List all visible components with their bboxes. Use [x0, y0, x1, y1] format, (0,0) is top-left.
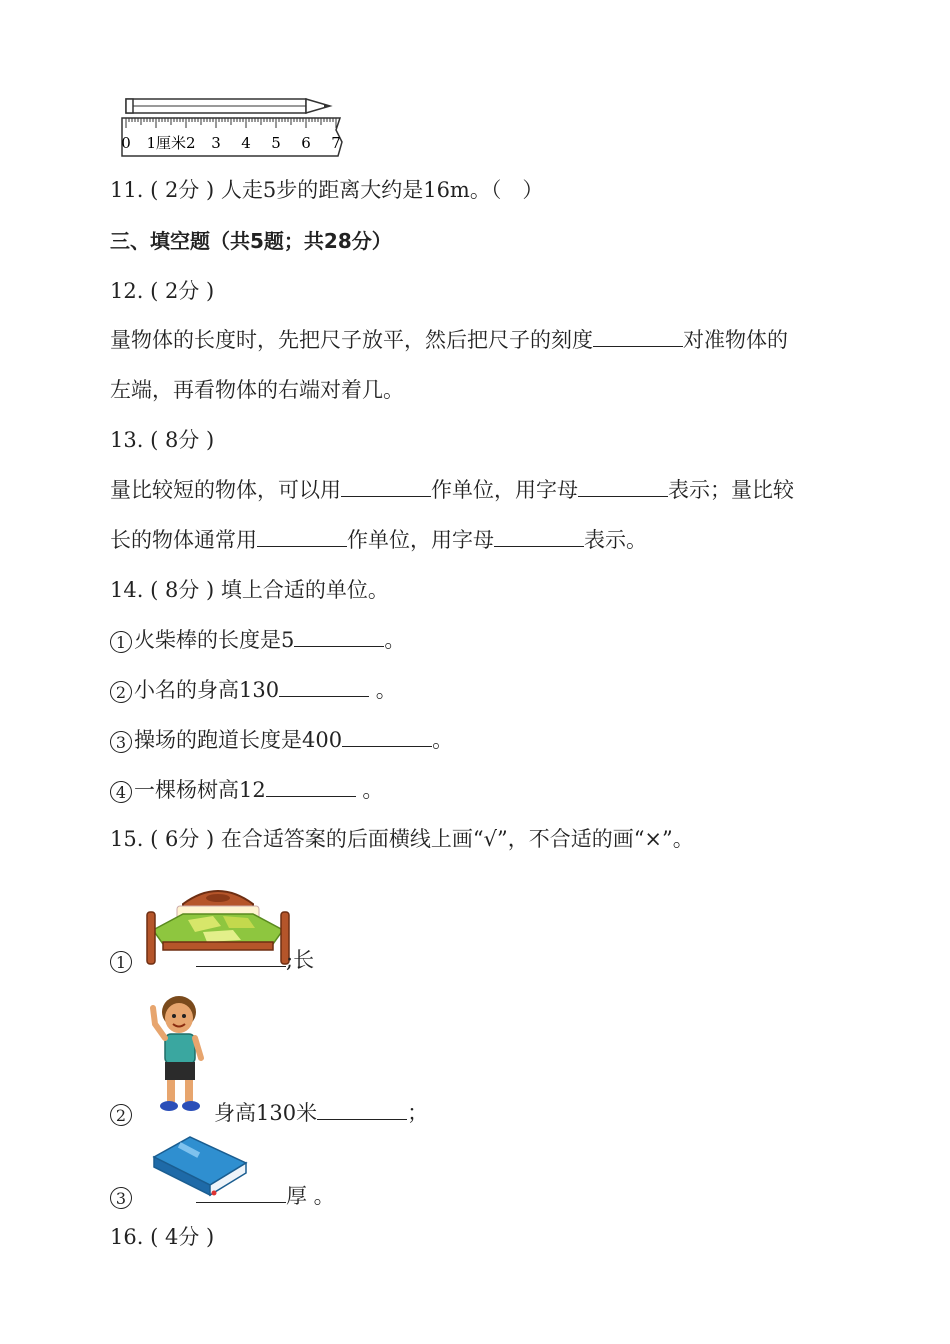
ruler-label: 6 [301, 134, 311, 152]
q14-header: 14. ( 8分 ) 填上合适的单位。 [110, 578, 389, 602]
q14-item-text: 操场的跑道长度是400 [134, 728, 343, 752]
q13-text-c: 表示；量比较 [668, 478, 794, 502]
q14-blank-1[interactable] [294, 626, 384, 647]
ruler-label: 7 [331, 134, 341, 152]
q12-line1 [110, 326, 788, 354]
q14-item-text: 小名的身高130 [134, 678, 280, 702]
q14-item-end: 。 [432, 728, 454, 752]
q14-item-text: 一棵杨树高12 [134, 778, 266, 802]
q12-text-a: 量物体的长度时，先把尺子放平，然后把尺子的刻度 [110, 328, 593, 352]
q13-text-a: 量比较短的物体，可以用 [110, 478, 341, 502]
q15-item-before: 身高130米 [214, 1101, 318, 1125]
circled-number: 3 [110, 1187, 132, 1209]
q13-text-d: 长的物体通常用 [110, 528, 257, 552]
ruler-label: 3 [211, 134, 221, 152]
q12-line2: 左端，再看物体的右端对着几。 [110, 378, 404, 402]
q16-header: 16. ( 4分 ) [110, 1225, 215, 1249]
q13-blank-4[interactable] [494, 526, 584, 547]
q14-blank-3[interactable] [342, 726, 432, 747]
q15-item-3 [110, 1182, 335, 1210]
circled-number: 2 [110, 1104, 132, 1126]
q15-item-1 [110, 946, 314, 974]
circled-number: 2 [110, 681, 132, 703]
q14-item-end: 。 [369, 678, 397, 702]
q14-item-end: 。 [355, 778, 384, 802]
q15-item-after: ;长 [286, 948, 315, 972]
q13-blank-3[interactable] [257, 526, 347, 547]
circled-number: 3 [110, 731, 132, 753]
q13-text-b: 作单位，用字母 [431, 478, 578, 502]
q12-header: 12. ( 2分 ) [110, 279, 215, 303]
ruler-label: 4 [241, 134, 251, 152]
ruler-label: 1厘米2 [146, 134, 196, 152]
section-title: 三、填空题（共5题；共28分） [110, 229, 392, 253]
q14-item-text: 火柴棒的长度是5 [134, 628, 295, 652]
q15-blank-1[interactable] [196, 946, 286, 967]
q15-item-after: ； [407, 1101, 429, 1125]
circled-number: 1 [110, 951, 132, 973]
q15-blank-2[interactable] [317, 1099, 407, 1120]
q12-blank[interactable] [593, 326, 683, 347]
q15-header: 15. ( 6分 ) 在合适答案的后面横线上画“√”，不合适的画“×”。 [110, 827, 694, 851]
q14-blank-2[interactable] [279, 676, 369, 697]
pencil-image [126, 99, 330, 113]
circled-number: 4 [110, 781, 132, 803]
ruler-label: 0 [121, 134, 131, 152]
q14-item [110, 676, 397, 704]
q12-text-b: 对准物体的 [683, 328, 788, 352]
q14-item [110, 776, 383, 804]
q13-text-e: 作单位，用字母 [347, 528, 494, 552]
q11-text: 11. ( 2分 ) 人走5步的距离大约是16m。（ ） [110, 178, 544, 202]
ruler-pencil-figure [118, 94, 358, 164]
q14-item [110, 626, 405, 654]
q13-header: 13. ( 8分 ) [110, 428, 215, 452]
q13-line1 [110, 476, 794, 504]
q15-blank-3[interactable] [196, 1182, 286, 1203]
q13-blank-2[interactable] [578, 476, 668, 497]
q14-blank-4[interactable] [266, 776, 356, 797]
circled-number: 1 [110, 631, 132, 653]
q14-item [110, 726, 453, 754]
q13-line2 [110, 526, 647, 554]
q15-item-2 [110, 1099, 428, 1127]
q13-blank-1[interactable] [341, 476, 431, 497]
q13-text-f: 表示。 [584, 528, 647, 552]
q15-item-after: 厚 。 [286, 1184, 335, 1208]
q14-item-end: 。 [384, 628, 406, 652]
ruler-label: 5 [271, 134, 281, 152]
